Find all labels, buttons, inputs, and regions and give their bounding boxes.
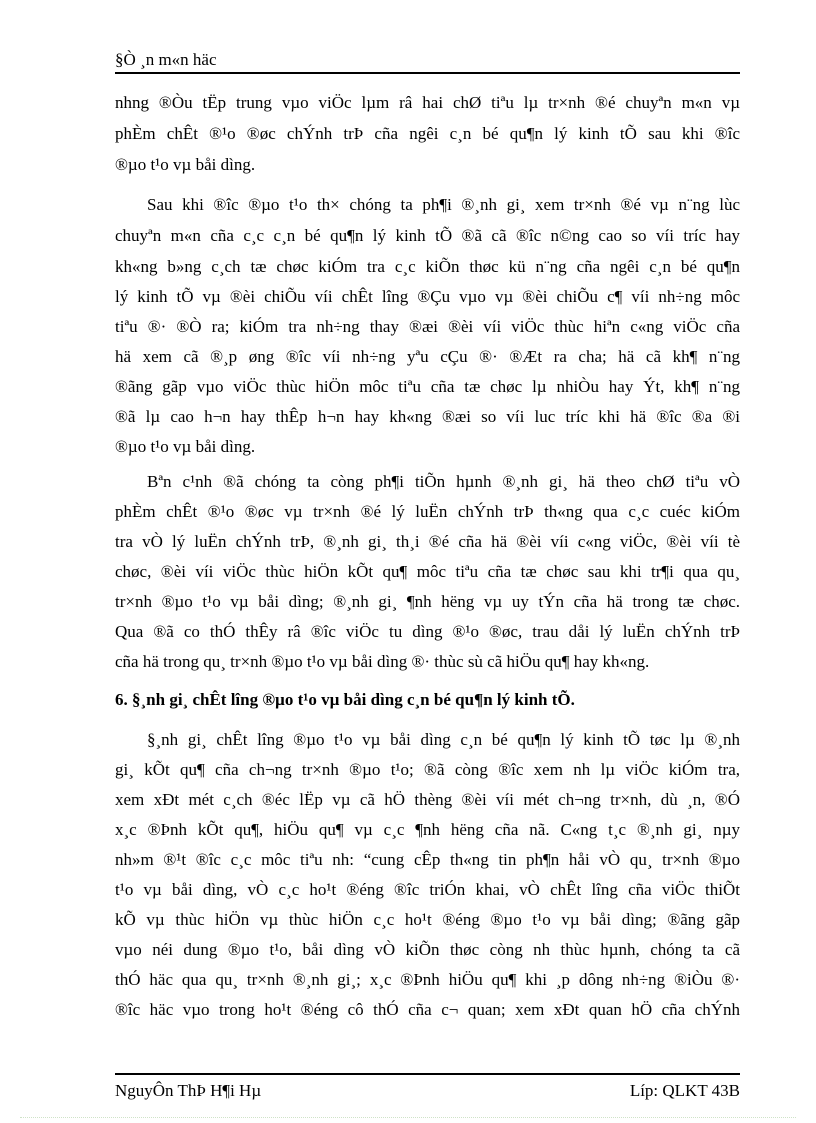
text-line: chuyªn m«n cña c¸c c¸n bé qu¶n lý kinh tÕ ®ã cã ®îc n©ng cao so víi tríc hay [115,226,740,245]
text-line: kÕ vµ thùc hiÖn vµ thùc hiÖn c¸c ho¹t ®éng ®µo t¹o vµ båi dìng; ®ãng gãp [115,910,740,929]
text-line: gi¸ kÕt qu¶ cña ch¬ng tr×nh ®µo t¹o; ®ã còng ®îc xem nh lµ viÖc kiÓm tra, [115,760,740,779]
text-line: thÓ häc qua qu¸ tr×nh ®¸nh gi¸; x¸c ®Þnh hiÖu qu¶ khi ¸p dông nh÷ng ®iÒu ®· [115,970,740,989]
section-heading: 6. §¸nh gi¸ chÊt lîng ®µo t¹o vµ båi dìng c¸n bé qu¶n lý kinh tÕ. [115,690,575,709]
text-line: ®ã lµ cao h¬n hay thÊp h¬n hay kh«ng ®æi so víi luc tríc khi hä ®îc ®a ®i [115,407,740,426]
text-line: chøc, ®èi víi viÖc thùc hiÖn kÕt qu¶ môc tiªu cña tæ chøc sau khi tr¶i qua qu¸ [115,562,740,581]
footer-author: NguyÔn ThÞ H¶i Hµ [115,1081,262,1100]
text-line: ®ãng gãp vµo viÖc thùc hiÖn môc tiªu cña tæ chøc lµ nhiÒu hay Ýt, kh¶ n¨ng [115,377,740,396]
text-line: nh»m ®¹t ®îc c¸c môc tiªu nh: “cung cÊp th«ng tin ph¶n håi vÒ qu¸ tr×nh ®µo [115,850,740,869]
text-line: Bªn c¹nh ®ã chóng ta còng ph¶i tiÕn hµnh ®¸nh gi¸ hä theo chØ tiªu vÒ [147,472,740,491]
text-line: §¸nh gi¸ chÊt lîng ®µo t¹o vµ båi dìng c¸n bé qu¶n lý kinh tÕ tøc lµ ®¸nh [147,730,740,749]
text-line: tr×nh ®µo t¹o vµ båi dìng; ®¸nh gi¸ ¶nh hëng vµ uy tÝn cña hä trong tæ chøc. [115,592,740,611]
header-rule [115,72,740,74]
text-line: t¹o vµ båi dìng, vÒ c¸c ho¹t ®éng ®îc triÓn khai, vÒ chÊt lîng cña viÖc thiÕt [115,880,740,899]
text-line: xem xÐt mét c¸ch ®éc lËp vµ cã hÖ thèng ®èi víi mét ch¬ng tr×nh, dù ¸n, ®Ó [115,790,740,809]
footer-class: Líp: QLKT 43B [629,1081,740,1100]
text-line: nhng ®Òu tËp trung vµo viÖc lµm râ hai chØ tiªu lµ tr×nh ®é chuyªn m«n vµ [115,93,740,112]
text-line: x¸c ®Þnh kÕt qu¶, hiÖu qu¶ vµ c¸c ¶nh hëng cña nã. C«ng t¸c ®¸nh gi¸ nµy [115,820,740,839]
text-line: ®îc häc vµo trong ho¹t ®éng cô thÓ cña c¬ quan; xem xÐt quan hÖ cña chÝnh [115,1000,740,1019]
text-line: Sau khi ®îc ®µo t¹o th× chóng ta ph¶i ®¸nh gi¸ xem tr×nh ®é vµ n¨ng lùc [147,195,740,214]
text-line: phÈm chÊt ®¹o ®øc vµ tr×nh ®é lý luËn chÝnh trÞ th«ng qua c¸c cuéc kiÓm [115,502,740,521]
text-line: tiªu ®· ®Ò ra; kiÓm tra nh÷ng thay ®æi ®èi víi viÖc thùc hiªn c«ng viÖc cña [115,317,740,336]
text-line: vµo néi dung ®µo t¹o, båi dìng vÒ kiÕn thøc còng nh thùc hµnh, chóng ta cã [115,940,740,959]
text-line: Qua ®ã co thÓ thÊy râ ®îc viÖc tu dìng ®¹o ®øc, trau dåi lý luËn chÝnh trÞ [115,622,740,641]
text-line: kh«ng b»ng c¸ch tæ chøc kiÓm tra c¸c kiÕn thøc kü n¨ng cña ngêi c¸n bé qu¶n [115,257,740,276]
text-line: phÈm chÊt ®¹o ®øc chÝnh trÞ cña ngêi c¸n bé qu¶n lý kinh tÕ sau khi ®îc [115,124,740,143]
text-line: cña hä trong qu¸ tr×nh ®µo t¹o vµ båi dìng ®· thùc sù cã hiÖu qu¶ hay kh«ng. [115,652,650,671]
text-line: hä xem cã ®¸p øng ®îc víi nh÷ng yªu cÇu ®· ®Æt ra cha; hä cã kh¶ n¨ng [115,347,740,366]
page-boundary [20,1117,796,1118]
text-line: ®µo t¹o vµ båi dìng. [115,437,256,456]
text-line: ®µo t¹o vµ båi dìng. [115,155,256,174]
page-header-title: §Ò ¸n m«n häc [115,50,217,69]
footer-rule [115,1073,740,1075]
text-line: lý kinh tÕ vµ ®èi chiÕu víi chÊt lîng ®Çu vµo vµ ®èi chiÕu c¶ víi nh÷ng môc [115,287,740,306]
text-line: tra vÒ lý luËn chÝnh trÞ, ®¸nh gi¸ th¸i ®é cña hä ®èi víi c«ng viÖc, ®èi víi tè [115,532,740,551]
